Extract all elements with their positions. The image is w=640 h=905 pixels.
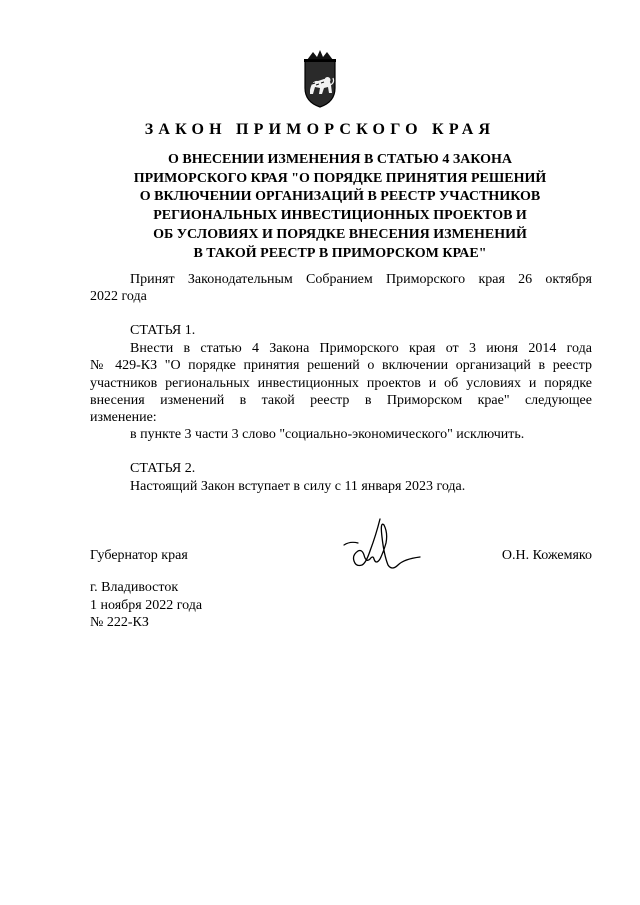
text-line: внесения изменений в такой реестр в Приморском крае" следующее [90, 392, 592, 408]
text-line: в пункте 3 части 3 слово "социально-экономического" исключить. [130, 427, 525, 443]
article-1-heading [90, 322, 592, 339]
article-2-heading [90, 460, 592, 477]
subtitle-line: ОБ УСЛОВИЯХ И ПОРЯДКЕ ВНЕСЕНИЯ ИЗМЕНЕНИЙ [153, 226, 527, 242]
article-2-body [90, 478, 592, 495]
article-heading: СТАТЬЯ 1. [130, 323, 196, 338]
text-line: Настоящий Закон вступает в силу с 11 января 2023 года. [130, 479, 466, 494]
adoption-paragraph [90, 271, 592, 306]
subtitle-line: ПРИМОРСКОГО КРАЯ "О ПОРЯДКЕ ПРИНЯТИЯ РЕШЕНИЙ [133, 170, 547, 186]
text-line: изменение: [90, 410, 157, 426]
subtitle-line: О ВКЛЮЧЕНИИ ОРГАНИЗАЦИЙ В РЕЕСТР УЧАСТНИКОВ [139, 189, 541, 205]
signatory-name: О.Н. Кожемяко [501, 548, 592, 563]
law-number: № 222-КЗ [90, 615, 149, 630]
signing-date: 1 ноября 2022 года [90, 597, 203, 613]
law-subtitle [90, 151, 590, 263]
subtitle-line: О ВНЕСЕНИИ ИЗМЕНЕНИЯ В СТАТЬЮ 4 ЗАКОНА [167, 152, 513, 167]
handwritten-signature [340, 515, 422, 579]
law-title: ЗАКОН ПРИМОРСКОГО КРАЯ [144, 121, 496, 138]
text-line: участников региональных инвестиционных проектов и об условиях и порядке [90, 375, 592, 391]
place-and-date [90, 579, 202, 632]
text-line: № 429-КЗ "О порядке принятия решений о включении организаций в реестр [90, 358, 592, 374]
article-1-body [90, 340, 592, 444]
text-line: Внести в статью 4 Закона Приморского края от 3 июня 2014 года [130, 341, 592, 356]
coat-of-arms-icon [299, 50, 341, 108]
city: г. Владивосток [90, 580, 179, 595]
text-line: Принят Законодательным Собранием Приморского края 26 октября [130, 272, 592, 287]
subtitle-line: В ТАКОЙ РЕЕСТР В ПРИМОРСКОМ КРАЕ" [193, 245, 487, 261]
article-heading: СТАТЬЯ 2. [130, 461, 196, 476]
signatory-position: Губернатор края [90, 548, 188, 563]
subtitle-line: РЕГИОНАЛЬНЫХ ИНВЕСТИЦИОННЫХ ПРОЕКТОВ И [153, 208, 527, 224]
text-line: 2022 года [90, 289, 147, 305]
